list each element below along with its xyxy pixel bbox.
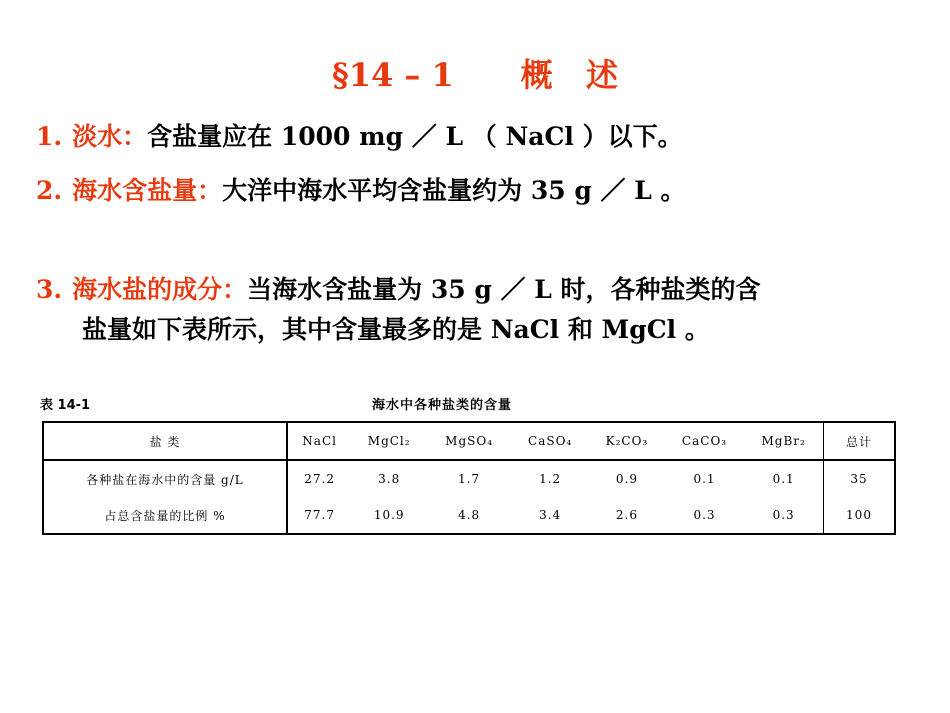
item-seawater-salinity [36,172,686,210]
header-cell: MgCl₂ [351,422,427,460]
header-cell: 总计 [824,422,896,460]
item-seawater-composition [36,271,761,309]
table-cell: 35 [824,460,896,497]
item-number: 1. [36,122,63,151]
table-cell: 占总含盐量的比例 % [43,497,287,534]
table-cell: 100 [824,497,896,534]
table-number: 表 14-1 [40,398,91,413]
header-cell: 盐 类 [43,422,287,460]
item-continuation: 盐量如下表所示，其中含量最多的是 NaCl 和 MgCl 。 [82,315,710,344]
table-cell: 10.9 [351,497,427,534]
table-cell: 0.3 [744,497,823,534]
table-cell: 1.7 [427,460,511,497]
table-cell: 0.1 [665,460,745,497]
salt-composition-table [42,421,896,535]
item-number: 2. [36,176,63,205]
header-cell: K₂CO₃ [589,422,665,460]
table-cell: 27.2 [287,460,351,497]
table-cell: 2.6 [589,497,665,534]
header-cell: MgSO₄ [427,422,511,460]
item-label: 海水盐的成分： [72,275,248,304]
header-cell: CaSO₄ [511,422,589,460]
table-cell: 3.4 [511,497,589,534]
item-text: 大洋中海水平均含盐量约为 35 g ／ L 。 [222,176,686,205]
slide-title: §14 – 1 概 述 [331,56,619,94]
table-cell: 1.2 [511,460,589,497]
table-cell: 0.9 [589,460,665,497]
header-cell: NaCl [287,422,351,460]
table-cell: 3.8 [351,460,427,497]
item-text: 当海水含盐量为 35 g ／ L 时，各种盐类的含 [247,275,761,304]
item-label: 海水含盐量： [72,176,223,205]
table-header-row [43,422,895,460]
table-row [43,460,895,497]
item-number: 3. [36,275,63,304]
table-caption: 海水中各种盐类的含量 [372,398,513,413]
table-cell: 4.8 [427,497,511,534]
table-cell: 各种盐在海水中的含量 g/L [43,460,287,497]
table-row [43,497,895,534]
table-cell: 0.3 [665,497,745,534]
item-freshwater [36,118,683,156]
header-cell: CaCO₃ [665,422,745,460]
table-cell: 0.1 [744,460,823,497]
table-cell: 77.7 [287,497,351,534]
item-text: 含盐量应在 1000 mg ／ L （ NaCl ）以下。 [147,122,683,151]
item-label: 淡水： [72,122,148,151]
header-cell: MgBr₂ [744,422,823,460]
